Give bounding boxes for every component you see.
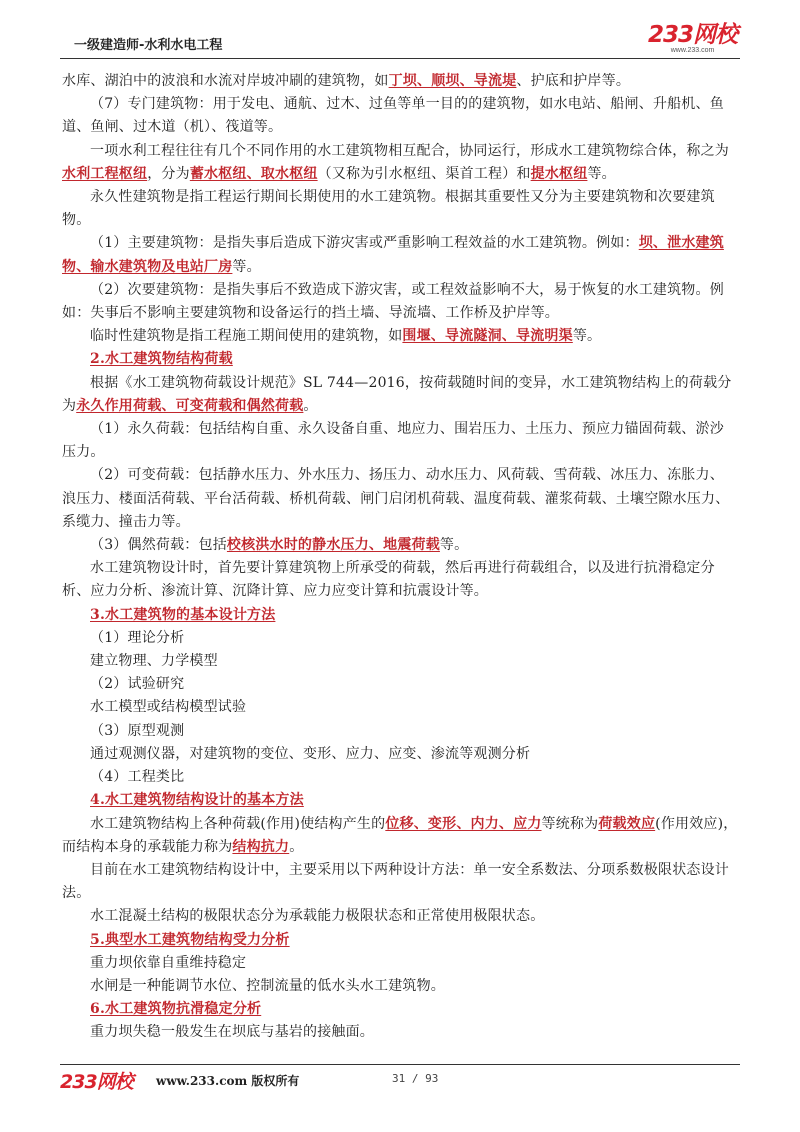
list-item: （3）原型观测 [90, 722, 185, 739]
paragraph: （2）次要建筑物：是指失事后不致造成下游灾害，或工程效益影响不大，易于恢复的水工建筑物。例如：失事后不影响主要建筑物和设备运行的挡土墙、导流墙、工作桥及护岸等。 [62, 281, 724, 322]
key-term: 位移、变形、内力、应力 [385, 815, 542, 832]
paragraph: （3）偶然荷载：包括校核洪水时的静水压力、地震荷载等。 [90, 537, 469, 554]
section-heading: 5.典型水工建筑物结构受力分析 [90, 931, 290, 948]
document-body [62, 70, 738, 1045]
key-term: 永久作用荷载、可变荷载和偶然荷载 [76, 397, 304, 414]
section-heading: 6.水工建筑物抗滑稳定分析 [90, 1001, 262, 1018]
key-term: 水利工程枢纽 [62, 165, 148, 182]
list-item: 重力坝失稳一般发生在坝底与基岩的接触面。 [90, 1024, 374, 1041]
list-item: （4）工程类比 [90, 769, 185, 786]
key-term: 丁坝、顺坝、导流堤 [388, 73, 517, 89]
key-term: 校核洪水时的静水压力、地震荷载 [226, 537, 440, 554]
paragraph: （2）可变荷载：包括静水压力、外水压力、扬压力、动水压力、风荷载、雪荷载、冰压力、冻胀力、浪压力、楼面活荷载、平台活荷载、桥机荷载、闸门启闭机荷载、温度荷载、灌浆荷载、土壤空隙水压力、系缆力、撞击力等。 [62, 467, 730, 530]
header-divider [60, 58, 740, 59]
paragraph: 水库、湖泊中的波浪和水流对岸坡冲刷的建筑物，如丁坝、顺坝、导流堤、护底和护岸等。 [62, 73, 631, 89]
section-heading: 2.水工建筑物结构荷载 [90, 351, 233, 368]
key-term: 结构抗力 [232, 838, 290, 855]
logo-text: 233网校 [648, 22, 738, 48]
section-heading: 3.水工建筑物的基本设计方法 [90, 606, 276, 623]
paragraph: 根据《水工建筑物荷载设计规范》SL 744—2016，按荷载随时间的变异，水工建筑物结构上的荷载分为永久作用荷载、可变荷载和偶然荷载。 [62, 374, 732, 414]
paragraph: 水工混凝土结构的极限状态分为承载能力极限状态和正常使用极限状态。 [90, 908, 545, 925]
paragraph: 永久性建筑物是指工程运行期间长期使用的水工建筑物。根据其重要性又分为主要建筑物和次要建筑物。 [62, 189, 715, 229]
paragraph: （1）永久荷载：包括结构自重、永久设备自重、地应力、围岩压力、土压力、预应力锚固荷载、淤沙压力。 [62, 421, 724, 461]
logo-url: www.233.com [670, 47, 715, 54]
paragraph: 水工建筑物结构上各种荷载(作用)使结构产生的位移、变形、内力、应力等统称为荷载效应(作用效应)，而结构本身的承载能力称为结构抗力。 [62, 815, 738, 855]
list-item: 通过观测仪器，对建筑物的变位、变形、应力、应变、渗流等观测分析 [90, 745, 531, 762]
footer-logo: 233网校 [60, 1071, 133, 1093]
brand-logo [648, 22, 737, 55]
doc-title: 一级建造师-水利水电工程 [74, 38, 223, 53]
paragraph: 目前在水工建筑物结构设计中，主要采用以下两种设计方法：单一安全系数法、分项系数极限状态设计法。 [62, 861, 729, 902]
key-term: 荷载效应 [598, 815, 656, 832]
footer-divider [60, 1064, 740, 1065]
paragraph: 水工建筑物设计时，首先要计算建筑物上所承受的荷载，然后再进行荷载组合，以及进行抗滑稳定分析、应力分析、渗流计算、沉降计算、应力应变计算和抗震设计等。 [62, 560, 715, 600]
list-item: （1）理论分析 [90, 629, 185, 646]
page-number: 31 / 93 [392, 1072, 439, 1085]
list-item: 重力坝依靠自重维持稳定 [90, 954, 247, 971]
key-term: 蓄水枢纽、取水枢纽 [189, 165, 318, 182]
paragraph: （1）主要建筑物：是指失事后造成下游灾害或严重影响工程效益的水工建筑物。例如：坝、泄水建筑物、输水建筑物及电站厂房等。 [62, 235, 724, 275]
key-term: 坝、泄水建筑物、输水建筑物及电站厂房 [62, 235, 724, 275]
paragraph: 一项水利工程往往有几个不同作用的水工建筑物相互配合，协同运行，形成水工建筑物综合体，称之为水利工程枢纽，分为蓄水枢纽、取水枢纽（又称为引水枢纽、渠首工程）和提水枢纽等。 [62, 142, 729, 182]
list-item: 建立物理、力学模型 [90, 653, 218, 670]
key-term: 围堰、导流隧洞、导流明渠 [402, 328, 573, 345]
section-heading: 4.水工建筑物结构设计的基本方法 [90, 792, 304, 809]
footer-copyright: www.233.com 版权所有 [156, 1074, 300, 1088]
paragraph: （7）专门建筑物：用于发电、通航、过木、过鱼等单一目的的建筑物，如水电站、船闸、升船机、鱼道、鱼闸、过木道（机）、筏道等。 [62, 96, 724, 136]
key-term: 提水枢纽 [530, 165, 588, 182]
list-item: （2）试验研究 [90, 676, 185, 693]
list-item: 水工模型或结构模型试验 [90, 699, 247, 716]
list-item: 水闸是一种能调节水位、控制流量的低水头水工建筑物。 [90, 977, 445, 994]
paragraph: 临时性建筑物是指工程施工期间使用的建筑物，如围堰、导流隧洞、导流明渠等。 [90, 328, 602, 345]
